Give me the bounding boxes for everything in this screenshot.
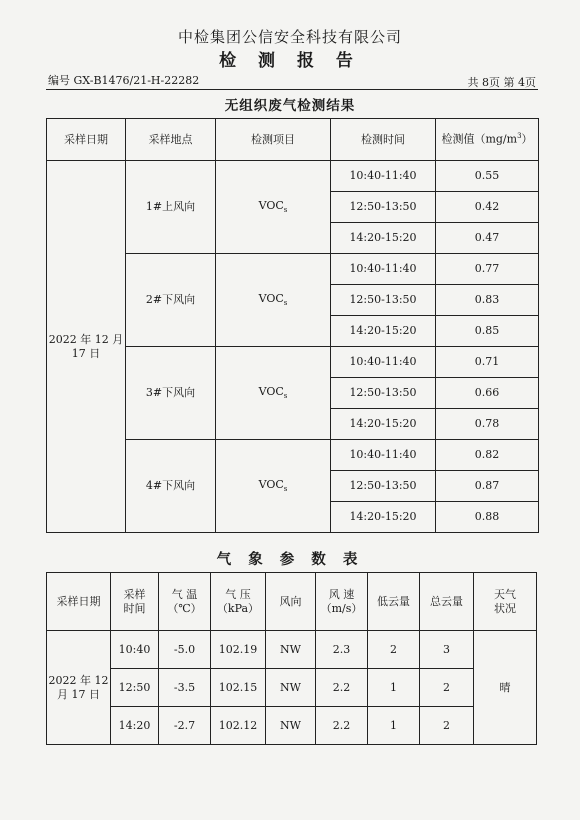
test-time-cell: 12:50-13:50	[331, 192, 436, 223]
header-line-1: 低云量	[377, 594, 410, 608]
test-value-cell: 0.82	[436, 440, 539, 471]
test-value-cell: 0.66	[436, 378, 539, 409]
header-line-1: 风 速	[328, 587, 355, 601]
test-time-cell: 10:40-11:40	[331, 254, 436, 285]
weather-section-title: 气 象 参 数 表	[216, 551, 364, 568]
test-item-subscript: s	[283, 392, 288, 401]
test-value-cell: 0.78	[436, 409, 539, 440]
weather-low-cloud-cell: 1	[368, 707, 420, 745]
header-line-2: 时间	[123, 601, 146, 615]
table-row	[47, 161, 539, 192]
test-value-cell: 0.47	[436, 223, 539, 254]
sampling-site-cell: 4#下风向	[126, 440, 216, 533]
test-time-cell: 14:20-15:20	[331, 502, 436, 533]
weather-header-cell	[316, 573, 368, 631]
voc-header-cell: 采样地点	[126, 119, 216, 161]
test-item-label: VOC	[258, 478, 284, 492]
test-time-cell: 12:50-13:50	[331, 471, 436, 502]
weather-temp-cell: -3.5	[159, 669, 211, 707]
test-value-cell: 0.55	[436, 161, 539, 192]
weather-total-cloud-cell: 2	[420, 707, 474, 745]
header-line-1: 采样日期	[56, 594, 101, 608]
weather-header-cell	[368, 573, 420, 631]
voc-header-row	[47, 119, 539, 161]
voc-header-cell: 检测项目	[216, 119, 331, 161]
weather-date-cell: 2022 年 12 月 17 日	[47, 631, 111, 745]
test-value-cell: 0.77	[436, 254, 539, 285]
test-item-subscript: s	[283, 299, 288, 308]
weather-wind-speed-cell: 2.2	[316, 669, 368, 707]
header-line-2: （m/s）	[320, 601, 363, 615]
test-time-cell: 10:40-11:40	[331, 161, 436, 192]
weather-low-cloud-cell: 2	[368, 631, 420, 669]
weather-condition-cell: 晴	[474, 631, 537, 745]
weather-pressure-cell: 102.15	[211, 669, 266, 707]
weather-header-cell	[159, 573, 211, 631]
table-row	[47, 669, 537, 707]
test-item-subscript: s	[283, 485, 288, 494]
sampling-site-cell: 1#上风向	[126, 161, 216, 254]
table-row	[47, 631, 537, 669]
voc-header-cell: 采样日期	[47, 119, 126, 161]
weather-pressure-cell: 102.12	[211, 707, 266, 745]
test-value-cell: 0.42	[436, 192, 539, 223]
test-item-label: VOC	[258, 292, 284, 306]
test-value-cell: 0.85	[436, 316, 539, 347]
weather-header-cell	[211, 573, 266, 631]
test-item-label: VOC	[258, 385, 284, 399]
header-line-1: 天气	[494, 587, 516, 601]
test-item-cell	[216, 161, 331, 254]
test-value-cell: 0.71	[436, 347, 539, 378]
weather-total-cloud-cell: 2	[420, 669, 474, 707]
header-divider	[46, 89, 538, 90]
weather-low-cloud-cell: 1	[368, 669, 420, 707]
header-line-1: 气 压	[225, 587, 251, 601]
weather-time-cell: 10:40	[111, 631, 159, 669]
report-number: 编号 GX-B1476/21-H-22282	[48, 74, 200, 87]
voc-header-cell	[436, 119, 539, 161]
test-item-cell	[216, 254, 331, 347]
header-line-1: 风向	[279, 594, 302, 608]
sampling-site-cell: 2#下风向	[126, 254, 216, 347]
weather-total-cloud-cell: 3	[420, 631, 474, 669]
page-info: 共 8页 第 4页	[467, 76, 536, 89]
weather-temp-cell: -5.0	[159, 631, 211, 669]
weather-wind-dir-cell: NW	[266, 707, 316, 745]
weather-params-table	[46, 572, 537, 745]
report-title: 检 测 报 告	[219, 51, 361, 71]
test-time-cell: 10:40-11:40	[331, 440, 436, 471]
sampling-site-cell: 3#下风向	[126, 347, 216, 440]
test-time-cell: 12:50-13:50	[331, 285, 436, 316]
weather-wind-speed-cell: 2.3	[316, 631, 368, 669]
voc-section-title: 无组织废气检测结果	[224, 98, 356, 114]
test-time-cell: 12:50-13:50	[331, 378, 436, 409]
weather-pressure-cell: 102.19	[211, 631, 266, 669]
test-item-subscript: s	[283, 206, 288, 215]
weather-time-cell: 12:50	[111, 669, 159, 707]
weather-header-cell	[420, 573, 474, 631]
header-line-2: 状况	[494, 601, 516, 615]
unit-label: 检测值（mg/m	[441, 132, 518, 146]
test-item-cell	[216, 440, 331, 533]
header-line-2: （kPa）	[216, 601, 260, 615]
weather-header-row	[47, 573, 537, 631]
test-time-cell: 14:20-15:20	[331, 409, 436, 440]
test-time-cell: 14:20-15:20	[331, 316, 436, 347]
weather-header-cell	[474, 573, 537, 631]
weather-header-cell	[47, 573, 111, 631]
test-value-cell: 0.87	[436, 471, 539, 502]
weather-time-cell: 14:20	[111, 707, 159, 745]
header-line-1: 气 温	[171, 587, 198, 601]
unit-close: ）	[521, 132, 533, 146]
unit-superscript: 3	[517, 132, 522, 141]
company-name: 中检集团公信安全科技有限公司	[177, 28, 402, 46]
header-line-1: 总云量	[430, 594, 463, 608]
weather-wind-speed-cell: 2.2	[316, 707, 368, 745]
test-time-cell: 14:20-15:20	[331, 223, 436, 254]
weather-header-cell	[111, 573, 159, 631]
voc-header-cell: 检测时间	[331, 119, 436, 161]
table-row	[47, 707, 537, 745]
test-item-cell	[216, 347, 331, 440]
test-value-cell: 0.88	[436, 502, 539, 533]
weather-header-cell	[266, 573, 316, 631]
header-line-1: 采样	[123, 587, 146, 601]
sampling-date-cell: 2022 年 12 月 17 日	[47, 161, 126, 533]
voc-results-table	[46, 118, 539, 533]
test-item-label: VOC	[258, 199, 284, 213]
header-line-2: （℃）	[167, 601, 202, 615]
weather-wind-dir-cell: NW	[266, 631, 316, 669]
weather-wind-dir-cell: NW	[266, 669, 316, 707]
test-value-cell: 0.83	[436, 285, 539, 316]
weather-temp-cell: -2.7	[159, 707, 211, 745]
test-time-cell: 10:40-11:40	[331, 347, 436, 378]
